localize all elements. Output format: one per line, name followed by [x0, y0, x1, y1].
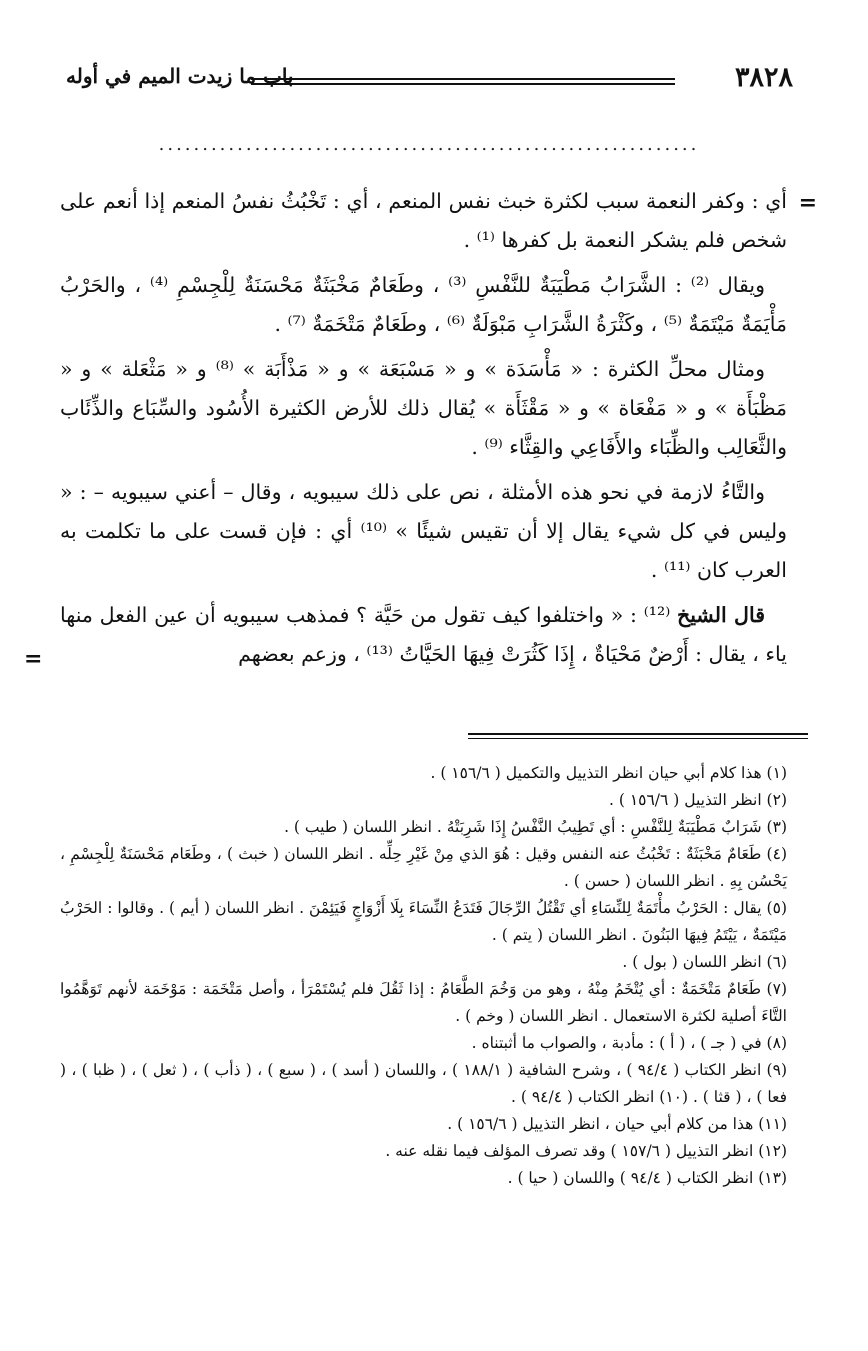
footnote: (١) هذا كلام أبي حيان انظر التذييل والتكميل ( ١٥٦/٦ ) . — [430, 764, 787, 782]
paragraph: أي : وكفر النعمة سبب لكثرة خبث نفس المنعم ، أي : تَخْبُثُ نفسُ المنعم إذا أنعم على شخص فلم يشكر النعمة بل كفرها ⁽¹⁾ . — [60, 189, 787, 252]
footnote: (٦) انظر اللسان ( بول ) . — [622, 953, 787, 971]
main-text — [24, 182, 817, 680]
footnote-rule — [468, 733, 808, 739]
footnote: (١١) هذا من كلام أبي حيان ، انظر التذييل ( ١٥٦/٦ ) . — [447, 1115, 787, 1133]
paragraph: ومثال محلِّ الكثرة : « مَأْسَدَة » و « مَسْبَعَة » و « مَذْأَبَة » ⁽⁸⁾ و « مَثْعَلة » و « مَظْبَأَة » و « مَفْعَاة » و « مَقْثَأَة » يُقال ذلك للأرض الكثيرة الأُسُود والسِّبَاع والذِّئَاب والثَّعَالِب والظِّبَاء والأَفَاعِي والقِثَّاء ⁽⁹⁾ . — [60, 357, 787, 459]
footnote: (٨) في ( جـ ) ، ( أ ) : مأدبة ، والصواب ما أثبتناه . — [471, 1034, 787, 1052]
paragraph: والتَّاءُ لازمة في نحو هذه الأمثلة ، نص على ذلك سيبويه ، وقال – أعني سيبويه – : « وليس في كل شيء يقال إلا أن تقيس شيئًا » ⁽¹⁰⁾ أي : فإن قست على ما تكلمت به العرب كان ⁽¹¹⁾ . — [60, 480, 787, 582]
footnote: (٧) طَعَامٌ مَتْخَمَةٌ : أي يُتْخَمُ مِنْهُ ، وهو من وَخُمَ الطَّعَامُ : إذا ثَقُلَ فلم يُسْتَمْرَأ ، وأصل مَتْخَمَة : مَوْخَمَة لأنهم تَوَهَّمُوا التَّاءَ أصلية لكثرة الاستعمال . انظر اللسان ( وخم ) . — [60, 980, 787, 1025]
paragraph-text: ⁽¹²⁾ : « واختلفوا كيف تقول من حَيَّة ؟ فمذهب سيبويه أن عين الفعل منها ياء ، يقال : أَرْضٌ مَحْيَاةٌ ، إِذَا كَثُرَتْ فِيهَا الحَيَّاتُ ⁽¹³⁾ ، وزعم بعضهم — [60, 603, 787, 666]
footnote: (١٣) انظر الكتاب ( ٩٤/٤ ) واللسان ( حيا ) . — [507, 1169, 787, 1187]
footnote: (١٢) انظر التذييل ( ١٥٧/٦ ) وقد تصرف المؤلف فيما نقله عنه . — [385, 1142, 787, 1160]
continuation-mark-top: = — [798, 190, 817, 216]
footnotes — [60, 760, 787, 1192]
footnote: (٩) انظر الكتاب ( ٩٤/٤ ) ، وشرح الشافية ( ١٨٨/١ ) ، واللسان ( أسد ) ، ( سبع ) ، ( ذأب ) ، ( ثعل ) ، ( ظبا ) ، ( فعا ) ، ( قثا ) . (١٠) انظر الكتاب ( ٩٤/٤ ) . — [60, 1061, 787, 1106]
paragraph: ويقال ⁽²⁾ : الشَّرَابُ مَطْيَبَةٌ للنَّفْسِ ⁽³⁾ ، وطَعَامٌ مَخْبَثَةٌ مَحْسَنَةٌ لِلْجِسْمِ ⁽⁴⁾ ، والحَرْبُ مَأْيَمَةٌ مَيْتَمَةٌ ⁽⁵⁾ ، وكَثْرَةُ الشَّرَابِ مَبْوَلَةٌ ⁽⁶⁾ ، وطَعَامٌ مَتْخَمَةٌ ⁽⁷⁾ . — [60, 273, 787, 336]
header-rule — [251, 78, 675, 85]
page-header — [66, 62, 793, 102]
page-number: ٣٨٢٨ — [734, 62, 793, 93]
dotted-separator: .............................................................. — [158, 134, 700, 155]
footnote: (٢) انظر التذييل ( ١٥٦/٦ ) . — [608, 791, 787, 809]
footnote: (٣) شَرَابٌ مَطْيَبَةٌ لِلنَّفْسِ : أي تَطِيبُ النَّفْسُ إِذَا شَرِبَتْهُ . انظر اللسان ( طيب ) . — [284, 818, 787, 836]
footnote: (٥) يقال : الحَرْبُ مأْتَمَةٌ لِلنِّسَاءِ أي تَقْتُلُ الرِّجَالَ فَتَدَعُ النِّسَاءَ بِلَا أَزْوَاجٍ فَيَئِمْنَ . انظر اللسان ( أيم ) . وقالوا : الحَرْبُ مَيْتَمَةٌ ، يَيْتَمُ فِيهَا البَنُونَ . انظر اللسان ( يتم ) . — [60, 899, 787, 944]
paragraph — [60, 596, 787, 674]
shaykh-label: قال الشيخ — [677, 603, 765, 627]
footnote: (٤) طَعَامٌ مَخْبَثَةٌ : تَخْبُثُ عنه النفس وقيل : هُوَ الذي مِنْ غَيْرِ حِلِّه . انظر اللسان ( خبث ) ، وطَعَام مَحْسَنَةٌ لِلْجِسْمِ ، يَحْسُن بِهِ . انظر اللسان ( حسن ) . — [60, 845, 787, 890]
chapter-title: باب ما زيدت الميم في أوله — [66, 64, 294, 88]
continuation-mark-bottom: = — [24, 646, 43, 672]
